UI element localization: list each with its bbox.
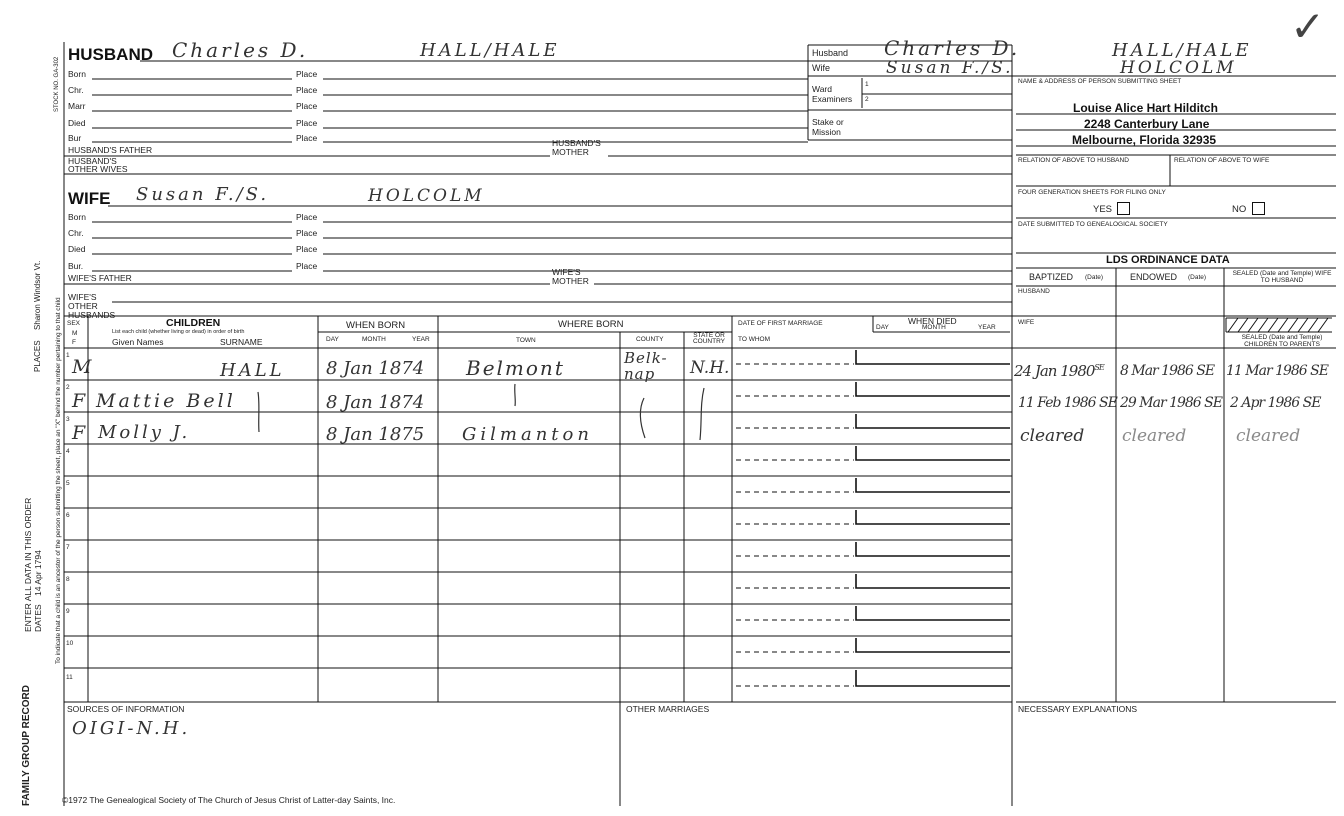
given-names-label: Given Names bbox=[112, 337, 164, 347]
husband-other-wives-label: HUSBAND'S OTHER WIVES bbox=[68, 156, 128, 174]
where-born-label: WHERE BORN bbox=[558, 319, 624, 330]
child-1-sex: M bbox=[72, 356, 92, 378]
child-2-sex: F bbox=[72, 390, 86, 412]
lds-endowed-date-label: (Date) bbox=[1188, 274, 1207, 281]
town-label: TOWN bbox=[516, 337, 536, 344]
ward-examiners-label: Ward Examiners bbox=[812, 84, 853, 104]
date-submitted-label: DATE SUBMITTED TO GENEALOGICAL SOCIETY bbox=[1018, 221, 1168, 228]
child-number: 1 bbox=[66, 352, 70, 359]
child-1-born: 8 Jan 1874 bbox=[326, 358, 425, 379]
husband-marr-label: Marr bbox=[68, 101, 86, 111]
to-whom-label: TO WHOM bbox=[738, 336, 771, 343]
husband-born-label: Born bbox=[68, 69, 86, 79]
wife-bur-place-label: Place bbox=[296, 261, 318, 271]
four-gen-yes-label: YES bbox=[1093, 204, 1113, 215]
husband-father-label: HUSBAND'S FATHER bbox=[68, 145, 153, 155]
lds-husband-row-label: HUSBAND bbox=[1018, 288, 1050, 295]
first-marriage-label: DATE OF FIRST MARRIAGE bbox=[738, 320, 823, 327]
wife-father-label: WIFE'S FATHER bbox=[68, 273, 132, 283]
relation-husband-label: RELATION OF ABOVE TO HUSBAND bbox=[1018, 157, 1129, 164]
child-number: 6 bbox=[66, 512, 70, 519]
child-3-sealed: cleared bbox=[1236, 426, 1301, 446]
dates-value: 14 Apr 1794 bbox=[33, 550, 43, 596]
right-husband-given: Charles D. bbox=[884, 36, 1021, 60]
surname-label: SURNAME bbox=[220, 337, 263, 347]
died-day-label: DAY bbox=[876, 324, 889, 331]
husband-chr-label: Chr. bbox=[68, 85, 84, 95]
examiner-2-label: 2 bbox=[865, 96, 869, 103]
wife-chr-label: Chr. bbox=[68, 228, 84, 238]
wife-given-name: Susan F./S. bbox=[136, 184, 270, 205]
husband-marr-place-label: Place bbox=[296, 101, 318, 111]
submitter-label: NAME & ADDRESS OF PERSON SUBMITTING SHEET bbox=[1018, 78, 1182, 85]
right-wife-given: Susan F./S. bbox=[886, 58, 1014, 78]
lds-baptized-label: BAPTIZED bbox=[1029, 272, 1074, 282]
husband-died-place-label: Place bbox=[296, 118, 318, 128]
sources-value: OIGI-N.H. bbox=[72, 718, 191, 739]
sex-f-label: F bbox=[72, 339, 76, 346]
born-day-label: DAY bbox=[326, 336, 339, 343]
relation-wife-label: RELATION OF ABOVE TO WIFE bbox=[1174, 157, 1270, 164]
lds-wife-row-label: WIFE bbox=[1018, 319, 1035, 326]
four-gen-no-label: NO bbox=[1232, 204, 1247, 215]
four-gen-label: FOUR GENERATION SHEETS FOR FILING ONLY bbox=[1018, 189, 1166, 196]
child-number: 4 bbox=[66, 448, 70, 455]
wife-mother-label: WIFE'S MOTHER bbox=[552, 267, 589, 286]
lds-endowed-label: ENDOWED bbox=[1130, 272, 1177, 282]
died-month-label: MONTH bbox=[922, 324, 946, 331]
submitter-city: Melbourne, Florida 32935 bbox=[1072, 133, 1217, 147]
lds-title: LDS ORDINANCE DATA bbox=[1106, 254, 1230, 266]
child-1-surname: HALL bbox=[220, 360, 285, 381]
lds-baptized-date-label: (Date) bbox=[1085, 274, 1104, 281]
submitter-name: Louise Alice Hart Hilditch bbox=[1073, 101, 1218, 115]
child-2-given: Mattie Bell bbox=[96, 390, 236, 412]
child-1-endowed: 8 Mar 1986 SE bbox=[1120, 363, 1215, 379]
submitter-street: 2248 Canterbury Lane bbox=[1084, 117, 1210, 131]
child-1-county: Belk-nap bbox=[624, 349, 668, 383]
husband-mother-label: HUSBAND'S MOTHER bbox=[552, 138, 601, 157]
child-number: 8 bbox=[66, 576, 70, 583]
husband-bur-place-label: Place bbox=[296, 133, 318, 143]
husband-died-label: Died bbox=[68, 118, 86, 128]
sources-label: SOURCES OF INFORMATION bbox=[67, 704, 185, 714]
child-3-given: Molly J. bbox=[98, 422, 191, 443]
husband-bur-label: Bur bbox=[68, 133, 82, 143]
enter-all-data: ENTER ALL DATA IN THIS ORDER bbox=[23, 497, 33, 632]
right-husband-surname: HALL/HALE bbox=[1112, 40, 1252, 61]
right-wife-label: Wife bbox=[812, 63, 830, 73]
right-husband-label: Husband bbox=[812, 48, 849, 58]
children-instruction: List each child (whether living or dead) in order of birth bbox=[112, 329, 245, 335]
wife-born-place-label: Place bbox=[296, 212, 318, 222]
wife-died-label: Died bbox=[68, 244, 86, 254]
husband-born-place-label: Place bbox=[296, 69, 318, 79]
child-number: 3 bbox=[66, 416, 70, 423]
child-number: 9 bbox=[66, 608, 70, 615]
wife-heading: WIFE bbox=[68, 189, 111, 208]
child-number: 11 bbox=[66, 674, 73, 681]
husband-chr-place-label: Place bbox=[296, 85, 318, 95]
right-wife-surname: HOLCOLM bbox=[1120, 58, 1237, 78]
four-gen-no-checkbox[interactable] bbox=[1252, 202, 1265, 215]
county-label: COUNTY bbox=[636, 336, 664, 343]
places-value: Sharon Windsor Vt. bbox=[33, 260, 42, 330]
husband-heading: HUSBAND bbox=[68, 45, 153, 64]
wife-chr-place-label: Place bbox=[296, 228, 318, 238]
sex-label: SEX bbox=[67, 320, 81, 327]
child-2-sealed: 2 Apr 1986 SE bbox=[1230, 395, 1321, 411]
stock-number: STOCK NO. GA-302 bbox=[54, 56, 60, 112]
child-2-born: 8 Jan 1874 bbox=[326, 392, 425, 413]
child-1-baptized: 24 Jan $1980^{SE}$ bbox=[1014, 362, 1104, 380]
sex-m-label: M bbox=[72, 330, 78, 337]
child-3-born: 8 Jan 1875 bbox=[326, 424, 425, 445]
wife-other-husbands-label: WIFE'S OTHER HUSBANDS bbox=[68, 292, 116, 320]
family-group-record: FAMILY GROUP RECORD bbox=[21, 685, 32, 806]
wife-surname: HOLCOLM bbox=[368, 186, 485, 206]
born-month-label: MONTH bbox=[362, 336, 386, 343]
born-year-label: YEAR bbox=[412, 336, 430, 343]
dates-label: DATES bbox=[33, 604, 43, 632]
necessary-explanations-label: NECESSARY EXPLANATIONS bbox=[1018, 704, 1138, 714]
wife-born-label: Born bbox=[68, 212, 86, 222]
child-number: 10 bbox=[66, 640, 74, 647]
wife-bur-label: Bur. bbox=[68, 261, 84, 271]
husband-surname: HALL/HALE bbox=[420, 40, 560, 61]
child-number: 5 bbox=[66, 480, 70, 487]
died-year-label: YEAR bbox=[978, 324, 996, 331]
children-title: CHILDREN bbox=[166, 317, 221, 329]
child-number: 2 bbox=[66, 384, 70, 391]
child-3-town: Gilmanton bbox=[462, 424, 593, 445]
husband-given-name: Charles D. bbox=[172, 38, 309, 62]
child-ancestor-note: To indicate that a child is an ancestor of the person submitting the sheet, place an "X" behind the number pertaining to that child bbox=[55, 297, 62, 664]
places-label: PLACES bbox=[33, 340, 42, 372]
child-2-endowed: 29 Mar 1986 SE bbox=[1120, 395, 1222, 411]
child-number: 7 bbox=[66, 544, 70, 551]
child-2-baptized: 11 Feb 1986 SE bbox=[1018, 395, 1117, 411]
examiner-1-label: 1 bbox=[865, 81, 869, 88]
when-born-label: WHEN BORN bbox=[346, 320, 406, 331]
stake-mission-label: Stake or Mission bbox=[812, 117, 844, 137]
child-1-sealed: 11 Mar 1986 SE bbox=[1226, 363, 1328, 379]
when-died-label: WHEN DIED bbox=[908, 316, 957, 326]
child-1-town: Belmont bbox=[466, 356, 565, 380]
lds-sealed-wife-label: SEALED (Date and Temple) WIFE TO HUSBAND bbox=[1232, 270, 1332, 284]
child-1-baptized-sup: SE bbox=[1094, 363, 1104, 372]
child-3-endowed: cleared bbox=[1122, 426, 1187, 446]
child-3-baptized: cleared bbox=[1020, 426, 1085, 446]
state-country-label: STATE OR COUNTRY bbox=[692, 332, 726, 345]
four-gen-yes-checkbox[interactable] bbox=[1117, 202, 1130, 215]
wife-died-place-label: Place bbox=[296, 244, 318, 254]
lds-sealed-children-label: SEALED (Date and Temple) CHILDREN TO PARENTS bbox=[1241, 334, 1323, 348]
child-3-sex: F bbox=[72, 422, 86, 444]
copyright: ©1972 The Genealogical Society of The Church of Jesus Christ of Latter-day Saints, Inc. bbox=[62, 795, 396, 805]
child-1-state: N.H. bbox=[690, 358, 730, 378]
other-marriages-label: OTHER MARRIAGES bbox=[626, 704, 710, 714]
checkmark-icon: ✓ bbox=[1290, 2, 1326, 51]
